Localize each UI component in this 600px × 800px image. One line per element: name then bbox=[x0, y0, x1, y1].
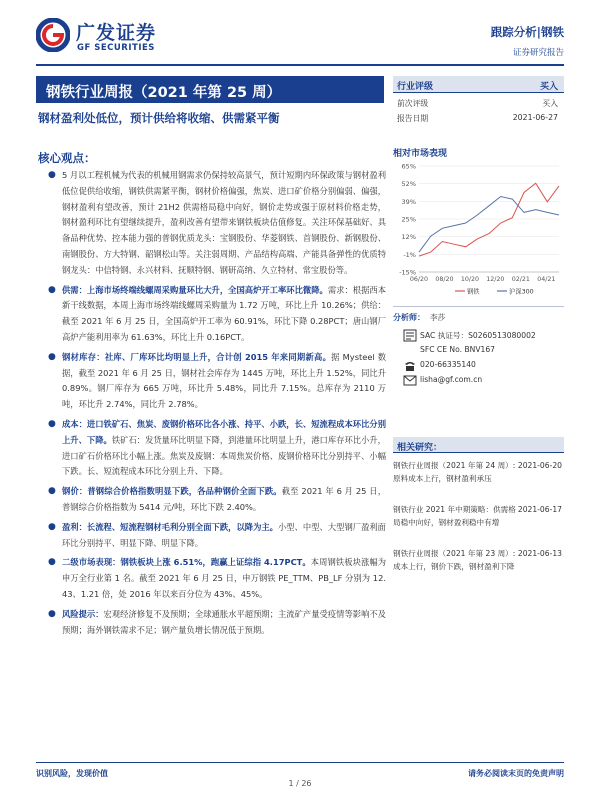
core-paragraph bbox=[48, 607, 386, 639]
report-subtitle: 钢材盈利处低位，预计供给将收缩、供需紧平衡 bbox=[38, 111, 280, 125]
core-paragraphs bbox=[48, 168, 386, 642]
analyst-divider bbox=[393, 306, 564, 307]
logo-name-cn: 广发证券 bbox=[76, 22, 157, 44]
header-divider bbox=[36, 64, 564, 66]
paragraph-text: 据 Mysteel 数据，截至 2021 年 6 月 25 日，钢材社会库存为 1445 万吨，环比上升 1.52%，同比升 0.89%。钢厂库存为 665 万吨，环比升 5.48%，同比升 7.15%。总库存为 2110 万吨，环比升 2.74%，同比升 2.78%。 bbox=[62, 351, 386, 410]
report-title: 钢铁行业周报（2021 年第 25 周） bbox=[36, 76, 384, 103]
analyst-label: 分析师： bbox=[393, 313, 425, 322]
bullet-icon: ● bbox=[48, 486, 56, 497]
bullet-icon: ● bbox=[48, 521, 56, 532]
chart-y-tick-label: 52% bbox=[401, 180, 416, 189]
chart-x-tick-label: 08/20 bbox=[435, 276, 454, 283]
paragraph-lead: 钢材库存：社库、厂库环比均明显上升，合计创 2015 年来同期新高。 bbox=[62, 351, 332, 362]
header-info bbox=[491, 24, 564, 58]
paragraph-text: 小型、中型、大型钢厂盈利面环比分别持平、明显下降、明显下降。 bbox=[62, 521, 386, 548]
report-date-label: 报告日期 bbox=[397, 114, 429, 123]
analyst-email[interactable]: lisha@gf.com.cn bbox=[420, 375, 483, 384]
chart-x-tick-label: 10/20 bbox=[460, 276, 479, 283]
bullet-icon: ● bbox=[48, 170, 56, 180]
logo-name-en: GF SECURITIES bbox=[77, 43, 155, 53]
core-paragraph bbox=[48, 417, 386, 480]
bullet-icon: ● bbox=[48, 608, 56, 619]
paragraph-text: 宏观经济修复不及预期；全球通胀水平超预期；主流矿产量受疫情等影响不及预期；海外钢铁需求不足；钢产量负增长情况低于预期。 bbox=[62, 608, 386, 635]
market-chart bbox=[393, 160, 564, 296]
related-item[interactable] bbox=[393, 547, 564, 573]
footer-divider bbox=[36, 762, 564, 763]
related-heading: 相关研究： bbox=[393, 437, 564, 453]
chart-x-tick-label: 12/20 bbox=[486, 276, 505, 283]
bullet-icon: ● bbox=[48, 284, 56, 295]
chart-y-tick-label: 25% bbox=[401, 215, 416, 224]
chart-x-tick-label: 02/21 bbox=[511, 276, 530, 283]
footer-slogan: 识别风险，发现价值 bbox=[36, 769, 108, 778]
core-heading: 核心观点： bbox=[38, 151, 96, 165]
paragraph-text: 需求：根据西本新干线数据，本周上海市场终端线螺周采购量为 1.72 万吨，环比上升 10.26%；供给：截至 2021 年 6 月 25 日，全国高炉开工率为 60.91%，环比下降 0.28PCT；唐山钢厂高炉产能利用率为 61.63%，环比上升 0.16PCT。 bbox=[62, 284, 386, 342]
report-category: 跟踪分析|钢铁 bbox=[490, 25, 564, 39]
paragraph-lead: 二级市场表现：钢铁板块上涨 6.51%，跑赢上证综指 4.17PCT。 bbox=[62, 557, 311, 568]
core-paragraph bbox=[48, 283, 386, 346]
core-paragraph bbox=[48, 520, 386, 552]
paragraph-text: 铁矿石：发货量环比明显下降，到港量环比明显上升，港口库存环比小升，进口矿石价格环比小幅上涨。焦炭及废钢：本周焦炭价格、废钢价格环比分别持平、小幅下跌。长、短流程成本环比分别上升、下降。 bbox=[62, 434, 386, 477]
prev-rating-value: 买入 bbox=[542, 99, 558, 108]
analyst-name: 李莎 bbox=[430, 313, 446, 322]
related-item-date: 2021-06-20 bbox=[517, 461, 562, 470]
analyst-sac: SAC 执证号：S0260513080002 bbox=[420, 331, 536, 340]
paragraph-text: 截至 2021 年 6 月 25 日，普钢综合价格指数为 5414 元/吨，环比下跌 2.40%。 bbox=[62, 486, 386, 512]
chart-legend-label: 沪深300 bbox=[509, 288, 534, 296]
analyst-phone: 020-66335140 bbox=[420, 360, 476, 369]
paragraph-text: 5 月以工程机械为代表的机械用钢需求仍保持较高景气，预计短期内环保政策与钢材盈利低位促供给收缩，钢铁供需紧平衡，钢材价格偏强，焦炭、进口矿价格分别偏弱、偏强，钢材盈利有望改善，预计 21H2 供需格局稳中向好，钢价走势或强于原材料价格走势，钢材盈利环比有望继续提升，盈利改善有望带来钢铁板块估值修复。关注环保基础好、具备品种优势、控本能力强的普钢优质龙头：宝钢股份、华菱钢铁、首钢股份、新钢股份、南钢股份、方大特钢、韶钢松山等。关注弱周期、产品结构高端、产能具备弹性的优质特钢龙头：中信特钢、永兴材料、抚顺特钢、钢研高纳、久立特材、常宝股份等。 bbox=[62, 170, 386, 275]
analyst-block bbox=[393, 312, 564, 390]
chart-y-tick-label: -1% bbox=[403, 250, 416, 259]
rating-value: 买入 bbox=[539, 82, 558, 92]
related-item-title[interactable]: 钢铁行业周报（2021 年第 24 周）:原料成本上行，钢材盈利承压 bbox=[393, 461, 516, 483]
phone-icon bbox=[403, 359, 417, 372]
bullet-icon: ● bbox=[48, 557, 56, 568]
rating-label: 行业评级 bbox=[397, 82, 434, 92]
company-logo bbox=[36, 18, 186, 58]
report-doc-type: 证券研究报告 bbox=[512, 48, 564, 58]
prev-rating-label: 前次评级 bbox=[397, 99, 429, 108]
paragraph-lead: 成本：进口铁矿石、焦炭、废钢价格环比各小涨、持平、小跌，长、短流程成本环比分别上升、下降。 bbox=[62, 418, 386, 445]
chart-series-line bbox=[419, 183, 559, 256]
gf-logo-icon bbox=[36, 18, 70, 52]
analyst-sfc: SFC CE No. BNV167 bbox=[420, 345, 496, 354]
chart-legend-label: 钢铁 bbox=[467, 288, 480, 296]
core-paragraph bbox=[48, 484, 386, 516]
chart-x-tick-label: 04/21 bbox=[537, 276, 556, 283]
chart-y-tick-label: -15% bbox=[399, 268, 416, 277]
bullet-icon: ● bbox=[48, 418, 56, 429]
core-paragraph bbox=[48, 350, 386, 413]
bullet-icon: ● bbox=[48, 351, 56, 362]
related-item[interactable] bbox=[393, 503, 564, 529]
market-chart-svg bbox=[393, 160, 564, 296]
chart-y-tick-label: 39% bbox=[401, 197, 416, 206]
core-paragraph bbox=[48, 555, 386, 602]
chart-x-tick-label: 06/20 bbox=[409, 276, 429, 283]
paragraph-lead: 钢价：普钢综合价格指数明显下跌，各品种钢价全面下跌。 bbox=[62, 486, 282, 497]
mail-icon bbox=[403, 374, 417, 387]
related-item-title[interactable]: 钢铁行业 2021 年中期策略：供需格局稳中向好，钢材盈利稳中有增 bbox=[393, 505, 516, 527]
chart-y-tick-label: 12% bbox=[401, 233, 416, 242]
report-date-value: 2021-06-27 bbox=[512, 113, 558, 122]
footer-disclaimer: 请务必阅读末页的免责声明 bbox=[468, 769, 564, 778]
related-item[interactable] bbox=[393, 459, 564, 485]
related-item-title[interactable]: 钢铁行业周报（2021 年第 23 周）:成本上行，钢价下跌，钢材盈利下降 bbox=[393, 549, 516, 571]
report-date-row bbox=[393, 113, 564, 124]
rating-header bbox=[393, 76, 564, 93]
prev-rating-row bbox=[393, 98, 564, 109]
core-paragraph bbox=[48, 168, 386, 279]
related-item-date: 2021-06-17 bbox=[517, 505, 562, 514]
chart-y-tick-label: 65% bbox=[401, 162, 416, 171]
related-item-date: 2021-06-13 bbox=[517, 549, 562, 558]
paragraph-text: 本周钢铁板块涨幅为申万全行业第 1 名。截至 2021 年 6 月 25 日，申万钢铁 PE_TTM、PB_LF 分别为 12.43、1.21 倍，处 2016 年以来百分位为 43%、45%。 bbox=[62, 557, 386, 599]
paragraph-lead: 风险提示： bbox=[62, 608, 104, 619]
paragraph-lead: 盈利：长流程、短流程钢材毛利分别全面下跌，以降为主。 bbox=[62, 521, 278, 532]
paragraph-lead: 供需：上海市场终端线螺周采购量环比大升，全国高炉开工率环比微降。 bbox=[62, 284, 328, 295]
market-heading: 相对市场表现 bbox=[393, 149, 448, 159]
page-number: 1 / 26 bbox=[288, 779, 312, 788]
id-card-icon bbox=[403, 329, 417, 342]
